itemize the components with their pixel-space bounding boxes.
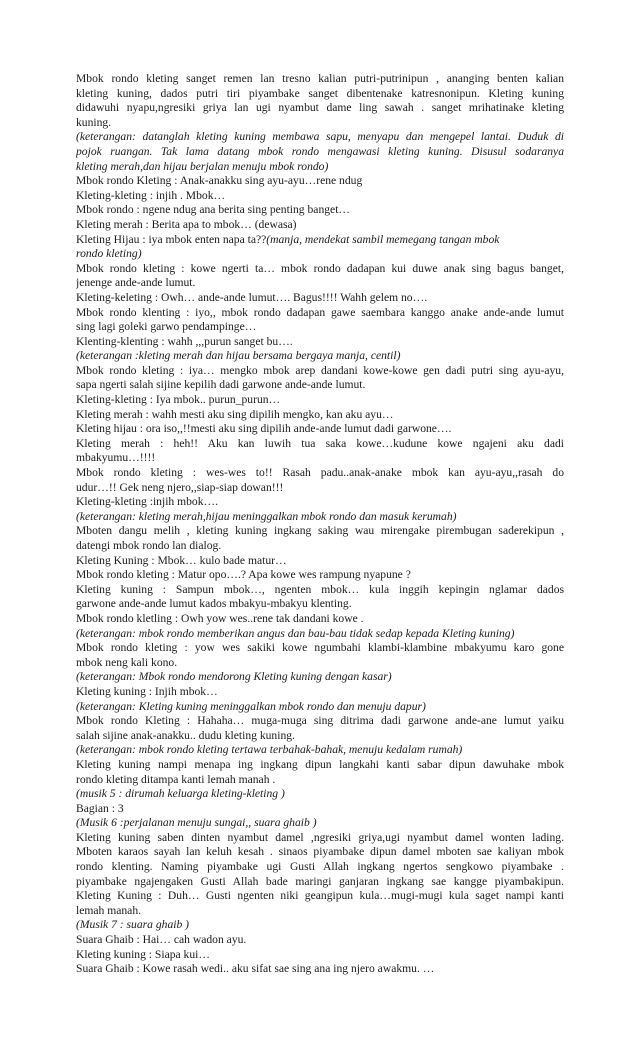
line-text: kuning. [76,115,112,129]
line-text: Kleting-keleting : Owh… ande-ande lumut…. Bagus!!!! Wahh gelem no…. [76,290,428,304]
text-line [76,306,564,321]
line-text: (Musik 7 : suara ghaib ) [76,918,190,932]
text-line [76,451,564,466]
stage-direction-line [76,145,564,160]
line-text: Mbok rondo kletling : Owh yow wes..rene tak dandani kowe . [76,611,364,625]
text-line [76,393,564,408]
text-line [76,437,564,452]
line-text: Kleting-kleting :injih mbok…. [76,495,219,509]
text-line [76,481,564,496]
line-text: Mbok rondo Kleting : Hahaha… muga-muga sing ditrima dadi garwone ande-ane lumut yaiku [76,714,564,728]
line-text: Mboten karaos sayah lan keluh kesah . sinaos piyambake dipun damel mboten sae kaliyan mbok [76,845,564,859]
text-line [76,773,564,788]
line-text: didawuhi nyapu,ngresiki griya lan ugi nyambut dame ling sawah . sanget mrihatinake kleting [76,101,564,115]
line-text: Kleting kuning : Siapa kui… [76,947,210,961]
line-text: mbok neng kali kono. [76,655,178,669]
line-text: sing lagi goleki garwo pendampinge… [76,320,257,334]
text-line [76,685,564,700]
text-line [76,218,564,233]
stage-direction-line [76,918,564,933]
text-line [76,845,564,860]
text-line [76,378,564,393]
stage-direction-line [76,160,564,175]
text-line [76,116,564,131]
line-text: sapa ngerti salah sijine kepilih dadi garwone ande-ande lumut. [76,378,366,392]
line-text: (keterangan: mbok rondo kleting tertawa terbahak-bahak, menuju kedalam rumah) [76,743,463,757]
document-page [76,72,564,977]
text-line [76,802,564,817]
line-text: Mbok rondo kleting : yow wes sakiki kowe ngumbahi klambi-klambine mbakyumu karo gone [76,641,564,655]
text-line [76,524,564,539]
text-line [76,233,564,248]
line-text: Mbok rondo kleting sanget remen lan tresno kalian putri-putrinipun , ananging benten kalian [76,72,564,85]
text-line [76,597,564,612]
line-text: Mbok rondo Kleting : Anak-anakku sing ayu-ayu…rene ndug [76,174,363,188]
text-line [76,539,564,554]
line-text: Klenting-klenting : wahh ,,,purun sanget bu…. [76,334,293,348]
line-text: (keterangan :kleting merah dan hijau bersama bergaya manja, centil) [76,349,401,363]
line-text: Kleting kuning saben dinten nyambut damel ,ngresiki griya,ugi nyambut damel wonten lading. [76,830,564,844]
line-text: Kleting hijau : ora iso,,!!mesti aku sing dipilih ande-ande lumut dadi garwone…. [76,422,452,436]
line-text: rondo kleting ditampa kanti lemah manah . [76,772,276,786]
line-text: udur…!! Gek neng njero,,siap-siap dowan!!! [76,480,284,494]
line-text: Mbok rondo kleting : wes-wes to!! Rasah padu..anak-anake mbok kan ayu-ayu,,rasah do [76,466,564,480]
stage-direction-line [76,130,564,145]
text-line [76,948,564,963]
stage-direction-line [76,816,564,831]
line-text: datengi mbok rondo lan dialog. [76,539,222,552]
stage-direction-line [76,700,564,715]
stage-direction-line [76,787,564,802]
line-text: Suara Ghaib : Hai… cah wadon ayu. [76,933,247,947]
text-line [76,408,564,423]
line-text: (keterangan: Mbok rondo mendorong Kleting kuning dengan kasar) [76,670,392,684]
line-text: Kleting merah : Berita apa to mbok… (dewasa) [76,217,297,231]
text-line [76,291,564,306]
line-text: kleting kuning, dados putri tiri piyambake sanget dibentenake katresnonipun. Kleting kuning [76,86,564,100]
line-text: Kleting-kleting : injih . Mbok… [76,188,226,202]
text-line [76,933,564,948]
line-text: (Musik 6 :perjalanan menuju sungai,, suara ghaib ) [76,816,317,830]
line-text: Mboten dangu melih , kleting kuning ingkang saking wau mirengake pirembugan saderekipun , [76,524,564,538]
line-text: piyambake ngajengaken Gusti Allah bade maringi ganjaran ingkang sae kangge piyambakipun. [76,874,564,888]
text-line [76,87,564,102]
line-text: lemah manah. [76,903,142,917]
stage-direction-line [76,743,564,758]
line-text: pojok ruangan. Tak lama datang mbok rondo mengawasi kleting kuning. Disusul sodaranya [76,144,564,158]
text-line [76,189,564,204]
line-text: Kleting-kleting : Iya mbok.. purun_purun… [76,393,281,407]
text-line [76,320,564,335]
line-text: Mbok rondo kleting : iya… mengko mbok arep dandani kowe-kowe gen dadi putri sing ayu-ayu, [76,363,564,377]
line-text: Mbok rondo kleting : kowe ngerti ta… mbok rondo dadapan kui duwe anak sing bagus banget, [76,261,564,275]
text-line [76,422,564,437]
line-text: rondo klenting. Naming piyambake ugi Gusti Allah ingkang ngertos sengkowo piyambake . [76,860,564,874]
text-line [76,568,564,583]
text-line [76,612,564,627]
text-line [76,203,564,218]
line-text: garwone ande-ande lumut kados mbakyu-mbakyu klenting. [76,597,352,611]
line-text: (keterangan: kleting merah,hijau meninggalkan mbok rondo dan masuk kerumah) [76,509,457,523]
line-text: kleting merah,dan hijau berjalan menuju mbok rondo) [76,159,329,173]
text-line [76,364,564,379]
text-line [76,466,564,481]
line-text: (keterangan: Kleting kuning meninggalkan mbok rondo dan menuju dapur) [76,699,426,713]
line-text: Kleting Kuning : Duh… Gusti ngenten niki geangipun kula…mugi-mugi kula saget nampi kanti [76,889,564,903]
line-text: Suara Ghaib : Kowe rasah wedi.. aku sifat sae sing ana ing njero awakmu. … [76,962,435,976]
stage-direction-line [76,349,564,364]
text-line [76,495,564,510]
text-line [76,729,564,744]
line-text: rondo kleting) [76,247,142,261]
line-text: salah sijine anak-anakku.. dudu kleting kuning. [76,728,295,742]
text-line [76,714,564,729]
line-text: Mbok rondo klenting : iyo,, mbok rondo dadapan gawe saembara kanggo anake ande-ande lumut [76,305,564,319]
line-text: (keterangan: datanglah kleting kuning membawa sapu, menyapu dan mengepel lantai. Duduk di [76,130,564,144]
text-line [76,889,564,904]
line-text: Kleting merah : heh!! Aku kan luwih tua saka kowe…kudune kowe ngajeni aku dadi [76,436,564,450]
line-text: (keterangan: mbok rondo memberikan angus dan bau-bau tidak sedap kepada Kleting kuning) [76,626,515,640]
line-text: Kleting kuning nampi menapa ing ingkang dipun langkahi kanti sabar dipun dawuhake mbok [76,757,564,771]
text-line [76,904,564,919]
line-text: Kleting kuning : Injih mbok… [76,684,218,698]
stage-direction-line [76,670,564,685]
line-text: Kleting Kuning : Mbok… kulo bade matur… [76,553,287,567]
line-text: Kleting Hijau : iya mbok enten napa ta?? [76,232,267,246]
text-line [76,554,564,569]
text-line [76,72,564,87]
line-stage-direction: (manja, mendekat sambil memegang tangan mbok [266,232,500,246]
line-text: Kleting kuning : Sampun mbok…, ngenten mbok… kula inggih kepingin nglamar dados [76,582,564,596]
text-line [76,641,564,656]
text-line [76,962,564,977]
line-text: (musik 5 : dirumah keluarga kleting-kleting ) [76,787,285,801]
line-text: jenenge ande-ande lumut. [76,276,196,290]
line-text: Mbok rondo : ngene ndug ana berita sing penting banget… [76,203,351,217]
text-line [76,656,564,671]
text-line [76,860,564,875]
text-line [76,831,564,846]
stage-direction-line [76,627,564,642]
text-line [76,276,564,291]
line-text: Kleting merah : wahh mesti aku sing dipilih mengko, kan aku ayu… [76,407,394,421]
text-line [76,101,564,116]
line-text: Bagian : 3 [76,801,124,815]
text-line [76,583,564,598]
line-text: mbakyumu…!!!! [76,451,156,465]
stage-direction-line [76,510,564,525]
text-line [76,262,564,277]
text-line [76,875,564,890]
text-line [76,335,564,350]
line-text: Mbok rondo kleting : Matur opo….? Apa kowe wes rampung nyapune ? [76,568,411,582]
stage-direction-line [76,247,564,262]
text-line [76,758,564,773]
text-line [76,174,564,189]
